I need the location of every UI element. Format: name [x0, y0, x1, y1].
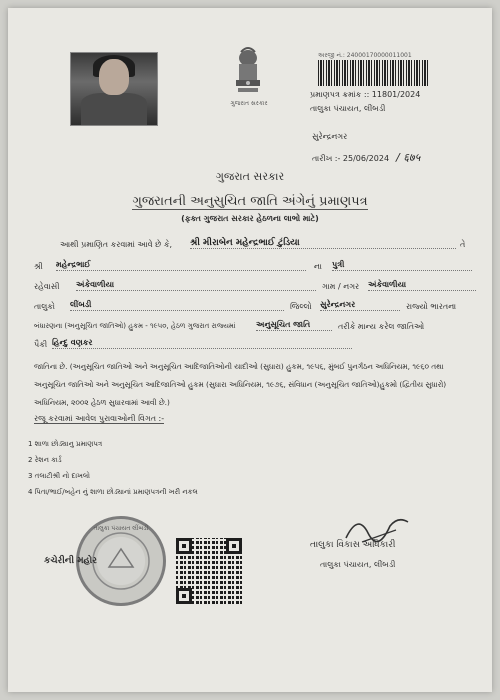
resident-value: અંકેવાળીયા [76, 280, 316, 291]
government-title: ગુજરાત સરકાર [215, 170, 285, 183]
document-item: 4 પિતા/ભાઈ/બહેન નું શાળા છોડ્યાનાં પ્રમાણપત્રની ખરી નકલ [28, 488, 198, 496]
village-label: ગામ / નગર [322, 282, 360, 291]
place: સુરેન્દ્રનગર [312, 132, 348, 141]
na-label: ના [314, 262, 322, 271]
relation: પુત્રી [332, 260, 472, 271]
seal-label: કચેરીની મહોર [44, 556, 97, 566]
documents-heading: રજૂ કરવામાં આવેલ પુરાવાઓની વિગત :- [34, 414, 165, 423]
emblem-caption: ગુજરાત સરકાર [230, 100, 268, 107]
notified-suffix: તરીકે માન્ય કરેલ જાતિઓ [338, 322, 425, 331]
shri-label: શ્રી [34, 262, 43, 271]
taluka-label: તાલુકો [34, 302, 55, 311]
document-item: 3 તલાટીશ્રી નો દાખલો [28, 472, 90, 480]
document-item: 2 રેશન કાર્ડ [28, 456, 62, 464]
caste-value: હિન્દુ વણકર [52, 338, 352, 349]
state-suffix: રાજ્યો ભારતના [406, 302, 457, 311]
certificate-number: પ્રમાણપત્ર ક્રમાંક :: 11801/2024 [310, 90, 421, 99]
father-name: મહેન્દ્રભાઈ [56, 260, 306, 271]
village-value: અંકેવાળીયા [368, 280, 476, 291]
issuing-office: તાલુકા પંચાયત, લીંબડી [310, 104, 386, 113]
barcode [318, 60, 428, 86]
state-emblem-icon [226, 44, 270, 102]
certificate-page [8, 8, 492, 692]
applicant-photo [70, 52, 158, 126]
document-item: 1 શાળા છોડ્યાનુ પ્રમાણપત્ર [28, 440, 103, 448]
handwritten-number: / ६७५ [396, 151, 421, 164]
district-label: જિલ્લો [290, 302, 312, 311]
certificate-subtitle: (ફક્ત ગુજરાત સરકાર હેઠળના લાભો માટે) [181, 214, 319, 223]
notified-prefix: બંધારણના (અનુસૂચિત જાતિઓ) હુકમ - ૧૯૫૦, હેઠળ ગુજરાત રાજ્યમાં [34, 322, 236, 330]
notified-value: અનુસૂચિત જાતિ [256, 320, 332, 331]
taluka-value: લીંબડી [70, 300, 284, 311]
qr-code-icon [176, 538, 242, 604]
resident-label: રહેવાસી [34, 282, 60, 291]
te-label: તે [460, 240, 466, 249]
certificate-title: ગુજરાતની અનુસુચિત જાતિ અંગેનું પ્રમાણપત્ર [132, 194, 368, 209]
issue-date: તારીખ :- 25/06/2024 [312, 154, 390, 163]
seal-ring-text: તાલુકા પંચાયત લીંબડી [93, 525, 149, 532]
applicant-name: શ્રી મીરાબેન મહેન્દ્રભાઈ ટુંડિયા [190, 238, 456, 249]
certify-prefix: આથી પ્રમાણિત કરવામાં આવે છે કે, [60, 240, 173, 249]
application-number: અરજી નં.: 24000170000011001 [318, 52, 412, 59]
district-value: સુરેન્દ્રનગર [320, 300, 400, 311]
officer-office: તાલુકા પંચાયત, લીંબડી [320, 560, 396, 569]
caste-label: પૈકી [34, 340, 48, 349]
legal-paragraph: જાતિના છે. (અનુસૂચિત જાતિઓ અને અનુસૂચિત આદિજાતિઓની યાદીઓ (સુધારા) હુકમ, ૧૯૫૬, મુંબઈ પુનર્ગઠન અધિનિયમ, ૧૯૬૦ તથા અનુસૂચિત જાતિઓ અને અનુસૂચિત આદિજાતિઓ હુકમ (સુધારા અધિનિયમ, ૧૯૭૬, સંવિધાન (અનુસૂચિત જાતિઓ)હુકમો (દ્વિતીય સુધારો) અધિનિયમ, ૨૦૦૨ હેઠળ સુધારવામાં આવી છે.) [34, 362, 447, 407]
documents-list [28, 436, 198, 500]
officer-title: તાલુકા વિકાસ અધિકારી [310, 540, 396, 550]
